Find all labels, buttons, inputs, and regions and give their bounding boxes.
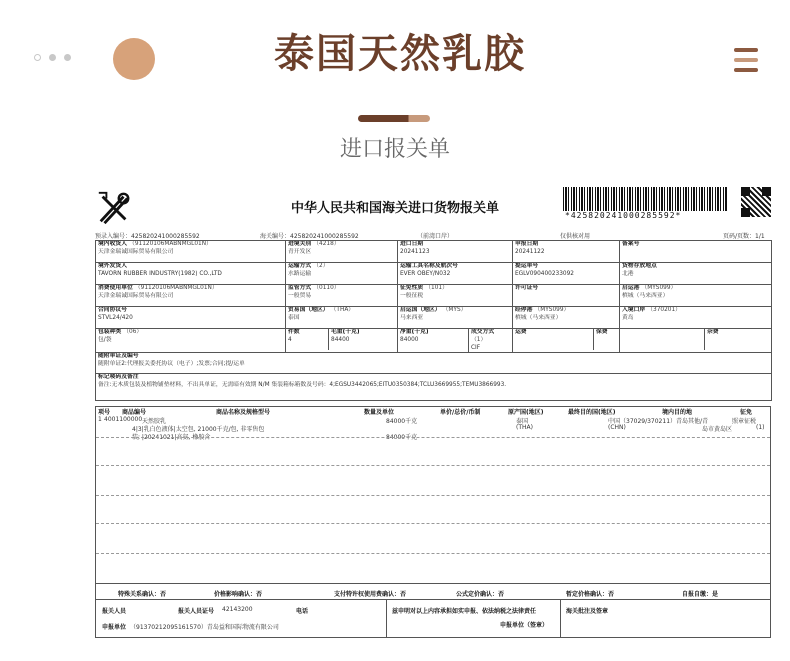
declarant-label: 报关人员 [102,608,127,615]
royalty-confirm: 支付特许权使用费确认：否 [334,591,407,598]
port-note: （前湾口岸） [417,233,454,240]
section-indicator [358,115,430,122]
goods-table [95,406,771,584]
goods-name: 天然胶乳 [142,418,167,425]
col-domestic: 境内目的地 [662,409,693,416]
goods-dest-code: (CHN) [608,424,626,431]
goods-origin: 泰国 [516,418,529,425]
declarant-no: 42143200 [222,606,253,613]
declaration-statement: 兹申明对以上内容承担如实申报、依法纳税之法律责任 [392,608,537,615]
customs-no: 海关编号：425820241000285592 [260,233,359,240]
provisional-price: 暂定价格确认：否 [566,591,615,598]
goods-qty-2: 84000千克 [386,434,418,441]
brand-title: 泰国天然乳胶 [274,30,526,77]
table-row [96,416,770,446]
declarant-no-label: 报关人员证号 [178,608,215,615]
confirmation-row [95,584,771,600]
avatar[interactable] [113,38,155,80]
table-row: 包装种类 （06） 包/袋 件数 4 毛重(千克) 84400 净重(千克) 84000 成交方式 （1） CIF 运费 保费 杂费 [96,329,772,353]
customs-note: 海关批注及签章 [566,608,609,615]
goods-dest: 中国（37029/370211）青岛其他/青 [608,418,709,425]
goods-code: 4001100000 [104,416,143,423]
col-price: 单价/总价/币制 [440,409,481,416]
col-exempt: 征免 [740,409,753,416]
doc-meta-row [95,231,771,239]
customs-emblem-icon [95,189,133,227]
menu-icon[interactable] [734,48,758,78]
more-dots-icon[interactable] [34,54,71,61]
app-header [0,0,790,175]
qr-code [741,187,771,217]
signature-block [95,600,771,638]
usage-note: 仅供核对用 [560,233,591,240]
col-origin: 原产国(地区) [508,409,544,416]
table-row: 合同协议号 STVL24/420 贸易国（地区） （THA） 泰国 启运国（地区） （MYS） 马来西亚 经停港 （MYS099） 槟城（马来西亚） 入境口岸 （370201） 黄岛 [96,307,772,329]
table-row: 随附单证及编号 随附单证2:代理报关委托协议（电子）;发票;合同;提/运单 [96,353,772,374]
divider [96,437,770,438]
header-grid [95,240,772,401]
page-title: 进口报关单 [339,137,450,162]
col-name: 商品名称及规格型号 [216,409,271,416]
doc-title: 中华人民共和国海关进口货物报关单 [291,201,500,216]
divider [96,523,770,524]
goods-no: 1 [98,416,102,423]
page-count: 页码/页数：1/1 [723,233,765,240]
goods-exempt: 照章征税 [732,418,757,425]
unit-label: 申报单位 [102,624,127,631]
barcode [563,187,728,211]
goods-spec-2: 装; |20241021|高氨, 橡胶含 [132,434,211,441]
customs-declaration [91,183,771,653]
preentry-no: 预录入编号：425820241000285592 [95,233,200,240]
col-code: 商品编号 [122,409,147,416]
goods-spec: 4|3|乳白色液体|太空包, 21000千克/包, 非零售包 [132,426,265,433]
barcode-text: *425820241000285592* [565,211,682,220]
phone-label: 电话 [296,608,309,615]
goods-origin-code: (THA) [516,424,533,431]
goods-header [96,407,770,415]
col-qty: 数量及单位 [364,409,395,416]
goods-qty: 84000千克 [386,418,418,425]
goods-dest-2: 岛市黄岛区 [702,426,733,433]
self-pay: 自报自缴：是 [682,591,719,598]
price-effect: 价格影响确认：否 [214,591,263,598]
goods-exempt-code: (1) [756,424,765,431]
col-dest: 最终目的国(地区) [568,409,616,416]
col-no: 项号 [98,409,111,416]
declaring-unit: （91370212095161570）青岛益和国际物流有限公司 [130,624,279,631]
seal-label: 申报单位（签章） [500,622,549,629]
divider [96,465,770,466]
table-row: 境内收货人 （91120106MABNMGL01N） 天津金瑞诚国际贸易有限公司 进境关别 （4218） 青开发区 进口日期 20241123 申报日期 20241122 备案号 [96,241,772,263]
divider [96,553,770,554]
formula-price: 公式定价确认：否 [456,591,505,598]
divider [560,600,561,637]
table-row: 消费使用单位 （91120106MABNMGL01N） 天津金瑞诚国际贸易有限公司 监管方式 （0110） 一般贸易 征免性质 （101） 一般征税 许可证号 启运港 （MYS099） 槟城（马来西亚） [96,285,772,307]
table-row: 境外发货人 TAVORN RUBBER INDUSTRY(1982) CO.,LTD 运输方式 （2） 水路运输 运输工具名称及航次号 EVER OBEY/N032 提运单号 EGLV090400233092 货物存放地点 北港 [96,263,772,285]
divider [386,600,387,637]
special-relation: 特殊关系确认：否 [118,591,167,598]
divider [96,495,770,496]
table-row: 标记唛码及备注 备注:无木质包装及植物铺垫材料，不出具单证，无需暗有效期 N/M 集装箱标箱数及号码：4;EGSU3442065;EITU0350384;TCLU3669955;TEMU3866993. [96,374,772,401]
